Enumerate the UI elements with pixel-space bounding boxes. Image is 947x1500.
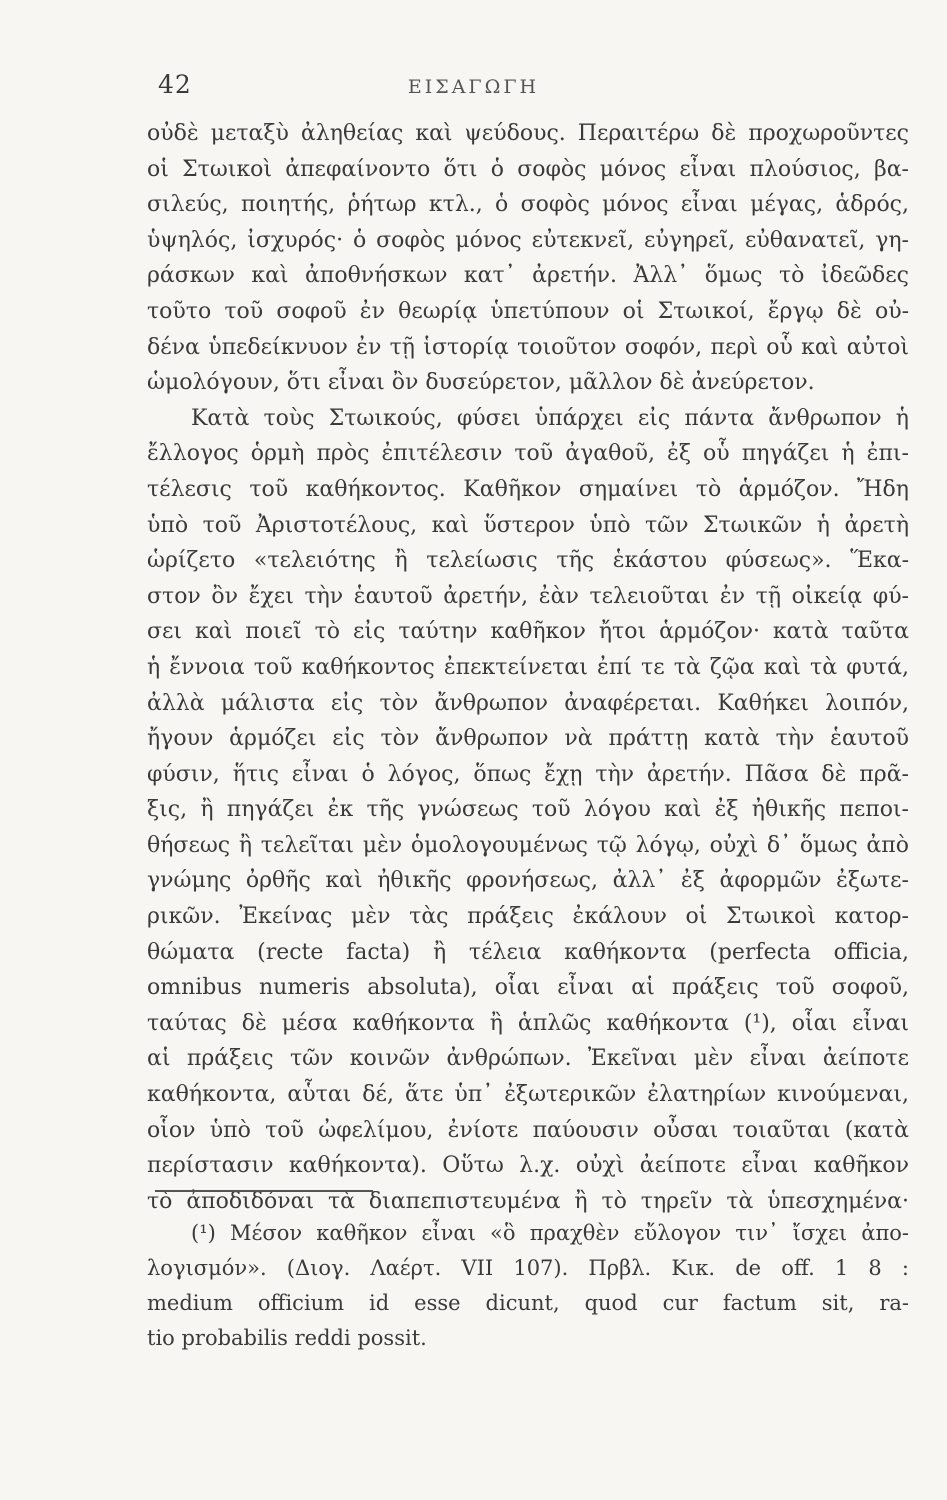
text-line: στον ὂν ἔχει τὴν ἑαυτοῦ ἀρετήν, ἐὰν τελειοῦται ἐν τῇ οἰκείᾳ φύ- (147, 583, 909, 609)
footnote-line: (¹) Μέσον καθῆκον εἶναι «ὃ πραχθὲν εὔλογον τιν᾽ ἴσχει ἀπο- (191, 1221, 909, 1245)
footnote-line: medium officium id esse dicunt, quod cur factum sit, ra- (147, 1291, 909, 1315)
text-line: ταύτας δὲ μέσα καθήκοντα ἢ ἁπλῶς καθήκοντα (¹), οἷαι εἶναι (147, 1010, 909, 1036)
page-number: 42 (158, 70, 192, 99)
text-line: δένα ὑπεδείκνυον ἐν τῇ ἱστορίᾳ τοιοῦτον σοφόν, περὶ οὗ καὶ αὐτοὶ (147, 334, 909, 360)
text-line: ὡμολόγουν, ὅτι εἶναι ὂν δυσεύρετον, μᾶλλον δὲ ἀνεύρετον. (147, 370, 815, 396)
text-line: τὸ ἀποδιδόναι τὰ διαπεπιστευμένα ἢ τὸ τηρεῖν τὰ ὑπεσχημένα· (147, 1188, 909, 1214)
text-line: ἤγουν ἁρμόζει εἰς τὸν ἄνθρωπον νὰ πράττῃ κατὰ τὴν ἑαυτοῦ (147, 726, 909, 752)
text-line: omnibus numeris absoluta), οἷαι εἶναι αἱ πράξεις τοῦ σοφοῦ, (147, 975, 909, 1001)
footnote-divider (155, 1190, 373, 1192)
text-line: τέλεσις τοῦ καθήκοντος. Καθῆκον σημαίνει τὸ ἁρμόζον. Ἤδη (147, 476, 909, 502)
text-line: οἷον ὑπὸ τοῦ ὠφελίμου, ἐνίοτε παύουσιν οὖσαι τοιαῦται (κατὰ (147, 1117, 909, 1143)
text-line: ἡ ἔννοια τοῦ καθήκοντος ἐπεκτείνεται ἐπί τε τὰ ζῷα καὶ τὰ φυτά, (147, 654, 909, 680)
text-line: ἔλλογος ὁρμὴ πρὸς ἐπιτέλεσιν τοῦ ἀγαθοῦ, ἐξ οὗ πηγάζει ἡ ἐπι- (147, 441, 909, 467)
text-line: ξις, ἢ πηγάζει ἐκ τῆς γνώσεως τοῦ λόγου καὶ ἐξ ἠθικῆς πεποι- (147, 797, 909, 823)
text-line: τοῦτο τοῦ σοφοῦ ἐν θεωρίᾳ ὑπετύπουν οἱ Στωικοί, ἔργῳ δὲ οὐ- (147, 298, 909, 324)
text-line: γνώμης ὀρθῆς καὶ ἠθικῆς φρονήσεως, ἀλλ᾽ ἐξ ἀφορμῶν ἐξωτε- (147, 868, 909, 894)
text-line: αἱ πράξεις τῶν κοινῶν ἀνθρώπων. Ἐκεῖναι μὲν εἶναι ἀείποτε (147, 1046, 909, 1072)
text-line: Κατὰ τοὺς Στωικούς, φύσει ὑπάρχει εἰς πάντα ἄνθρωπον ἡ (191, 405, 909, 431)
text-line: ὡρίζετο «τελειότης ἢ τελείωσις τῆς ἑκάστου φύσεως». Ἕκα- (147, 548, 909, 574)
text-line: οὐδὲ μεταξὺ ἀληθείας καὶ ψεύδους. Περαιτέρω δὲ προχωροῦντες (147, 121, 909, 146)
footnote-line: λογισμόν». (Διογ. Λαέρτ. VII 107). Πρβλ. Κικ. de off. 1 8 : (147, 1256, 909, 1280)
footnote (147, 1216, 909, 1356)
text-line: φύσιν, ἥτις εἶναι ὁ λόγος, ὅπως ἔχῃ τὴν ἀρετήν. Πᾶσα δὲ πρᾶ- (147, 761, 909, 787)
text-line: θώματα (recte facta) ἢ τέλεια καθήκοντα (perfecta officia, (147, 939, 909, 965)
text-line: ἀλλὰ μάλιστα εἰς τὸν ἄνθρωπον ἀναφέρεται. Καθήκει λοιπόν, (147, 690, 909, 716)
text-line: ρικῶν. Ἐκείνας μὲν τὰς πράξεις ἐκάλουν οἱ Στωικοὶ κατορ- (147, 904, 909, 930)
footnote-line: tio probabilis reddi possit. (147, 1326, 427, 1350)
text-line: θήσεως ἢ τελεῖται μὲν ὁμολογουμένως τῷ λόγῳ, οὐχὶ δ᾽ ὅμως ἀπὸ (147, 832, 909, 858)
text-line: σιλεύς, ποιητής, ῥήτωρ κτλ., ὁ σοφὸς μόνος εἶναι μέγας, ἁδρός, (147, 192, 909, 218)
running-title: ΕΙΣΑΓΩΓΗ (407, 76, 540, 98)
body-text (147, 116, 909, 1219)
text-line: καθήκοντα, αὗται δέ, ἅτε ὑπ᾽ ἐξωτερικῶν ἐλατηρίων κινούμεναι, (147, 1082, 909, 1108)
text-line: ὑψηλός, ἰσχυρός· ὁ σοφὸς μόνος εὐτεκνεῖ, εὐγηρεῖ, εὐθανατεῖ, γη- (147, 227, 909, 253)
text-line: ὑπὸ τοῦ Ἀριστοτέλους, καὶ ὕστερον ὑπὸ τῶν Στωικῶν ἡ ἀρετὴ (147, 512, 909, 538)
page-header (0, 60, 947, 100)
text-line: ράσκων καὶ ἀποθνήσκων κατ᾽ ἀρετήν. Ἀλλ᾽ ὅμως τὸ ἰδεῶδες (147, 263, 909, 289)
text-line: οἱ Στωικοὶ ἀπεφαίνοντο ὅτι ὁ σοφὸς μόνος εἶναι πλούσιος, βα- (147, 156, 909, 182)
text-line: σει καὶ ποιεῖ τὸ εἰς ταύτην καθῆκον ἤτοι ἁρμόζον· κατὰ ταῦτα (147, 619, 909, 645)
text-line: περίστασιν καθήκοντα). Οὕτω λ.χ. οὐχὶ ἀείποτε εἶναι καθῆκον (147, 1153, 909, 1179)
